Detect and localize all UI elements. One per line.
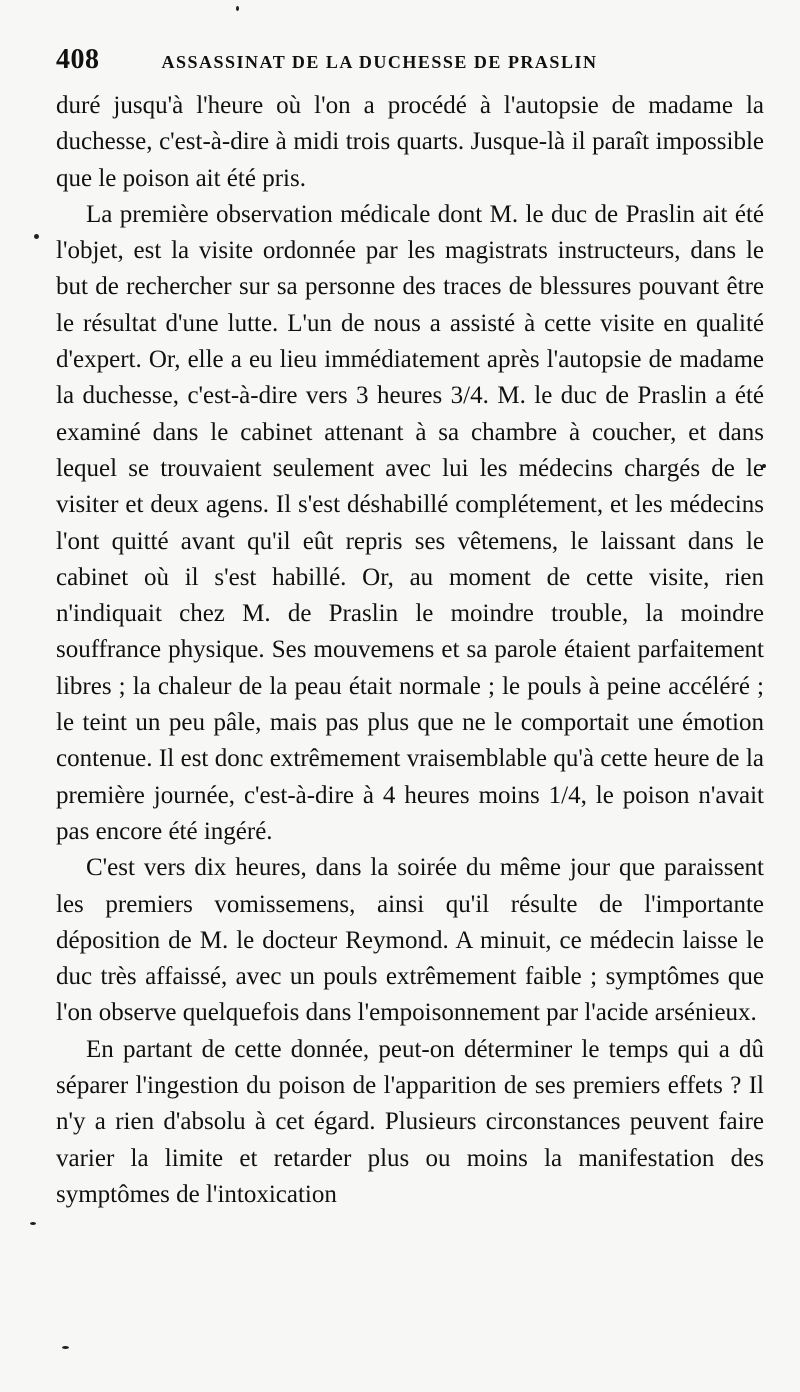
paragraph-4: En partant de cette donnée, peut-on déterminer le temps qui a dû séparer l'ingestion du poison de l'apparition de ses premiers effets ? Il n'y a rien d'absolu à cet égard. Plusieurs circonstances peuvent faire varier la limite et retarder plus ou moins la manifestation des symptômes de l'intoxication — [56, 1035, 764, 1208]
paragraph-2: La première observation médicale dont M. le duc de Praslin ait été l'objet, est la visite ordonnée par les magistrats instructeurs, dans le but de rechercher sur sa personne des traces de blessures pouvant être le résultat d'une lutte. L'un de nous a assisté à cette visite en qualité d'expert. Or, elle a eu lieu immédiatement après l'autopsie de madame la duchesse, c'est-à-dire vers 3 heures 3/4. M. le duc de Praslin a été examiné dans le cabinet attenant à sa chambre à coucher, et dans lequel se trouvaient seulement avec lui les médecins chargés de le visiter et deux agens. Il s'est déshabillé complétement, et les médecins l'ont quitté avant qu'il eût repris ses vêtemens, le laissant dans le cabinet où il s'est habillé. Or, au moment de cette visite, rien n'indiquait chez M. de Praslin le moindre trouble, la moindre souffrance physique. Ses mouvemens et sa parole étaient parfaitement libres ; la chaleur de la peau était normale ; le pouls à peine accéléré ; le teint un peu pâle, mais pas plus que ne le comportait une émotion contenue. Il est donc extrêmement vraisemblable qu'à cette heure de la première journée, c'est-à-dire à 4 heures moins 1/4, le poison n'avait pas encore été ingéré. — [56, 200, 764, 845]
running-head: ASSASSINAT DE LA DUCHESSE DE PRASLIN — [161, 52, 598, 72]
ink-speck — [34, 234, 39, 239]
paragraph-3: C'est vers dix heures, dans la soirée du même jour que paraissent les premiers vomissemens, ainsi qu'il résulte de l'importante déposition de M. le docteur Reymond. A minuit, ce médecin laisse le duc très affaissé, avec un pouls extrêmement faible ; symptômes que l'on observe quelquefois dans l'empoisonnement par l'acide arsénieux. — [56, 854, 764, 1027]
body-text — [56, 88, 764, 1213]
page-number: 408 — [56, 44, 100, 75]
page-header — [56, 44, 756, 78]
ink-speck — [236, 6, 239, 11]
ink-speck — [30, 1222, 36, 1225]
paragraph-1: duré jusqu'à l'heure où l'on a procédé à l'autopsie de madame la duchesse, c'est-à-dire à midi trois quarts. Jusque-là il paraît impossible que le poison ait été pris. — [56, 92, 764, 192]
ink-speck — [62, 1346, 69, 1349]
